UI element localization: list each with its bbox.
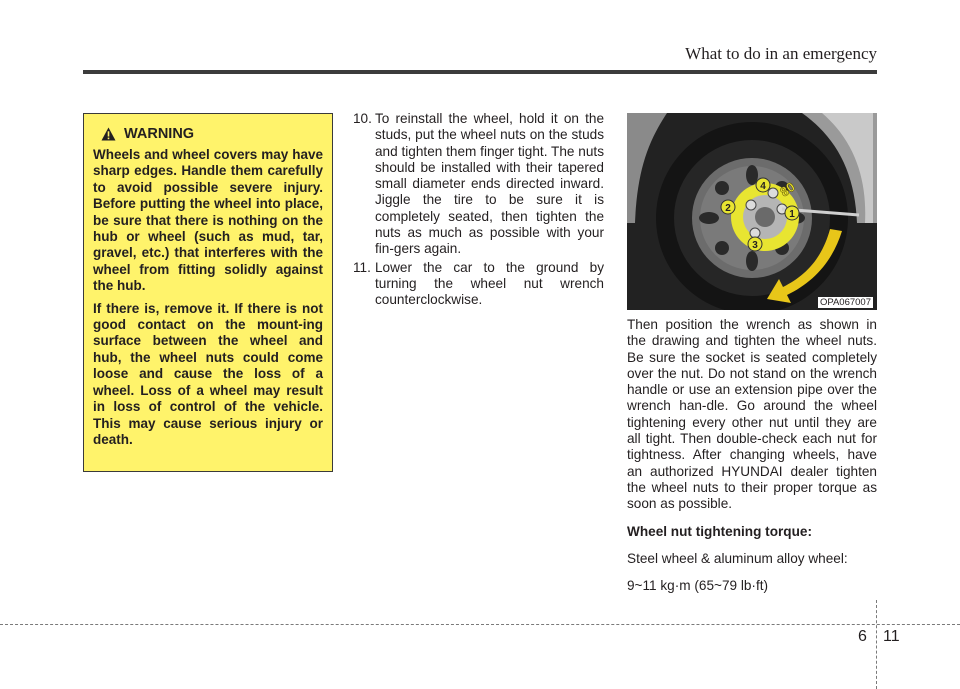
- section-number: 6: [858, 628, 867, 645]
- torque-subject: Steel wheel & aluminum alloy wheel:: [627, 550, 848, 566]
- photo-labels: [627, 113, 877, 310]
- figure-id: OPA067007: [819, 297, 871, 308]
- running-header: What to do in an emergency: [685, 44, 877, 63]
- wheel-photo: [627, 113, 877, 310]
- page-number: 11: [883, 628, 900, 645]
- warning-title: WARNING: [124, 126, 195, 142]
- torque-value: 9~11 kg·m (65~79 lb·ft): [627, 578, 769, 594]
- warning-triangle-icon: [101, 127, 116, 141]
- step-text: Lower the car to the ground by turning the wheel nut wrench counterclockwise.: [375, 259, 604, 308]
- warning-heading: [101, 126, 323, 142]
- instruction-steps: [353, 111, 604, 311]
- torque-heading: Wheel nut tightening torque:: [627, 523, 812, 539]
- nut-label-2: 2: [725, 203, 731, 214]
- nut-label-3: 3: [752, 240, 758, 251]
- nut-label-1: 1: [789, 209, 795, 220]
- nut-label-4: 4: [760, 181, 766, 192]
- right-column: [627, 317, 877, 605]
- warning-box: [83, 113, 333, 472]
- step-11: [353, 260, 604, 309]
- warning-paragraph-1: Wheels and wheel covers may have sharp edges. Handle them carefully to avoid possible severe injury. Before putting the wheel into place, be sure that there is nothing on the hub or wheel (such as mud, tar, gravel, etc.) that interferes with the wheel from fitting solidly against the hub.: [93, 147, 323, 294]
- header-rule: [83, 70, 877, 74]
- footer-rule: [0, 624, 960, 625]
- arrow-label: 80: [777, 179, 798, 200]
- step-number: 11.: [353, 259, 371, 275]
- footer-divider: [876, 600, 877, 689]
- step-text: To reinstall the wheel, hold it on the studs, put the wheel nuts on the studs and tighten them finger tight. The nuts should be installed with their tapered small diameter ends directed inward. Jiggle the tire to be sure it is completely seated, then tighten the nuts as much as possible with your fin-gers again.: [375, 111, 604, 257]
- tightening-paragraph: Then position the wrench as shown in the drawing and tighten the wheel nuts. Be sure the socket is seated completely over the nut. Do not stand on the wrench handle or use an extension pipe over the wrench han-dle. Go around the wheel tightening every other nut until they are all tight. Then double-check each nut for tightness. After changing wheels, have an authorized HYUNDAI dealer tighten the wheel nuts to their proper torque as soon as possible.: [627, 317, 877, 512]
- warning-paragraph-2: If there is, remove it. If there is not good contact on the mount-ing surface between the wheel and hub, the wheel nuts could come loose and cause the loss of a wheel. Loss of a wheel may result in loss of control of the vehicle. This may cause serious injury or death.: [93, 300, 323, 447]
- step-10: [353, 111, 604, 258]
- step-number: 10.: [353, 111, 372, 126]
